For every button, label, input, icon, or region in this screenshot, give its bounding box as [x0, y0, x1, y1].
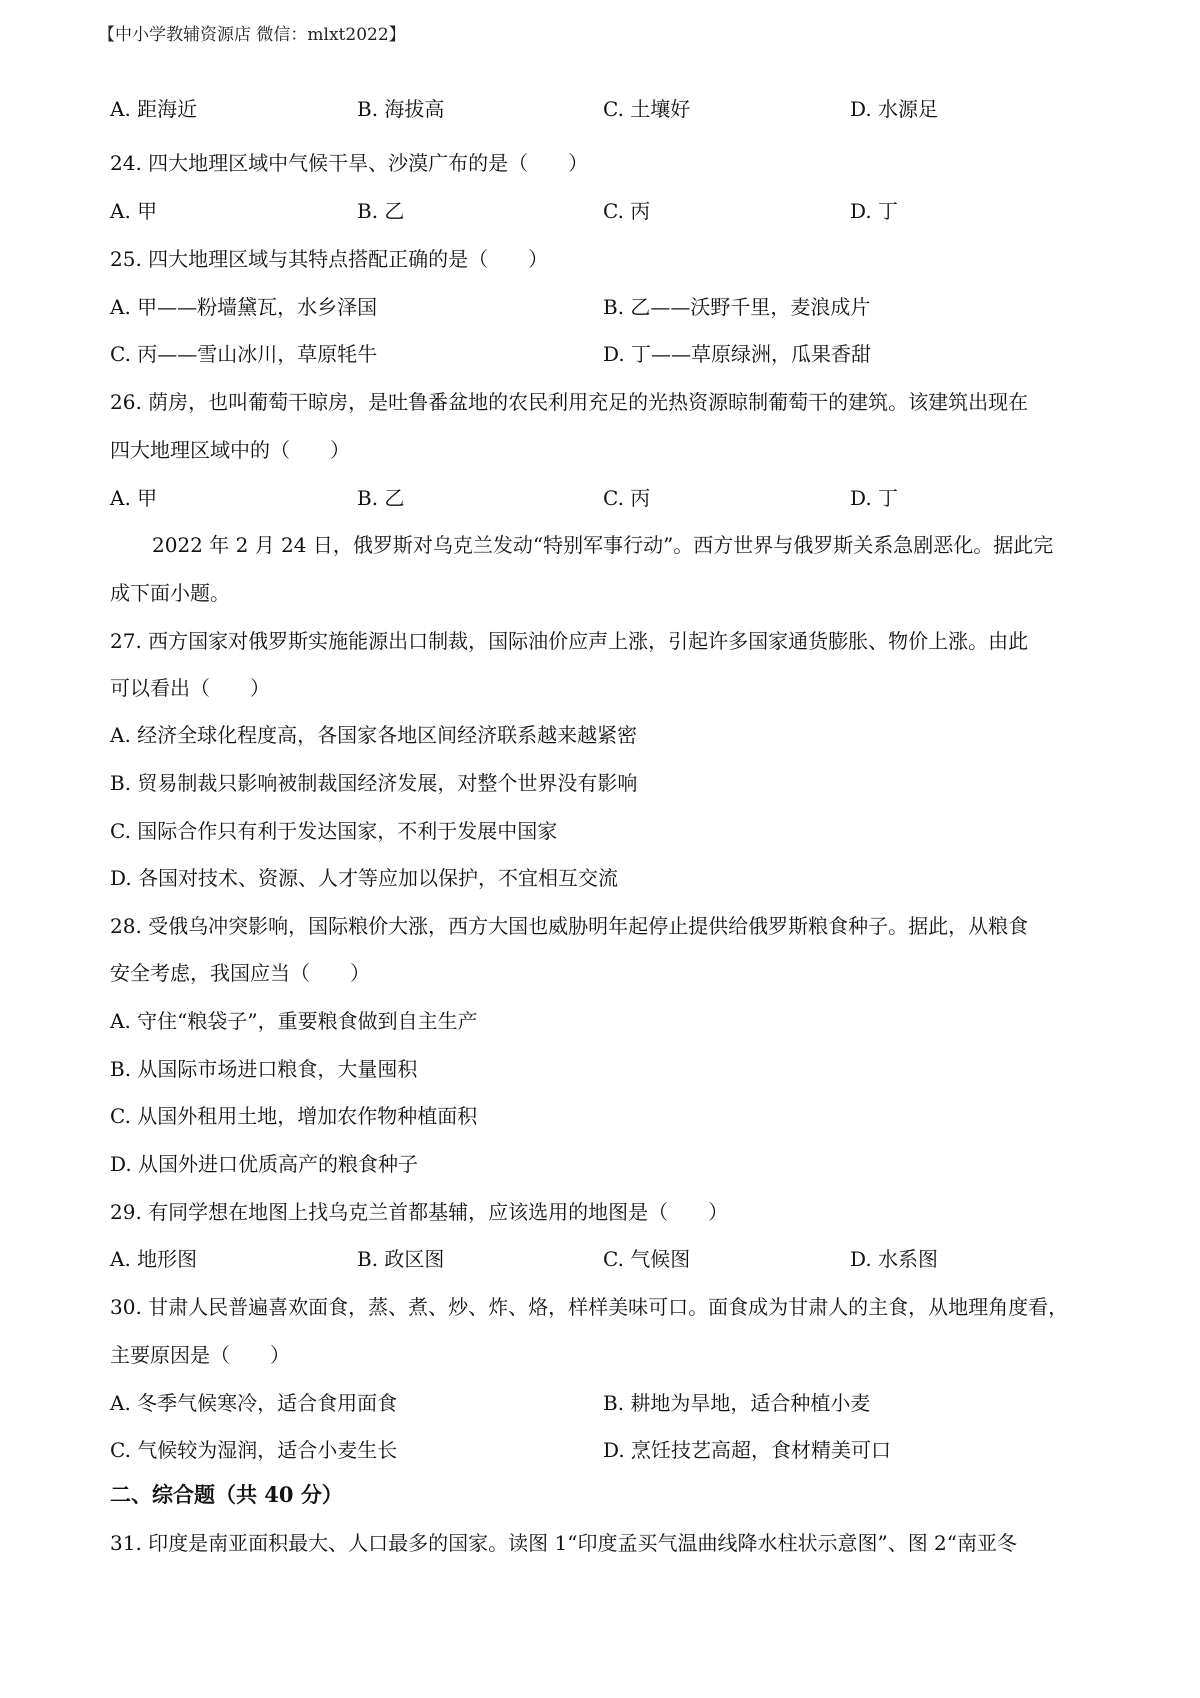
q27-option-d: D. 各国对技术、资源、人才等应加以保护，不宜相互交流	[110, 866, 619, 890]
q24-stem: 24. 四大地理区域中气候干旱、沙漠广布的是（ ）	[110, 151, 589, 175]
q24-option-b: B. 乙	[357, 199, 405, 223]
q29-option-c: C. 气候图	[603, 1247, 691, 1271]
q25-stem: 25. 四大地理区域与其特点搭配正确的是（ ）	[110, 247, 549, 271]
q28-option-d: D. 从国外进口优质高产的粮食种子	[110, 1152, 419, 1176]
q28-option-b: B. 从国际市场进口粮食，大量囤积	[110, 1057, 418, 1081]
q24-option-c: C. 丙	[603, 199, 651, 223]
q26-option-c: C. 丙	[603, 486, 651, 510]
q23-option-c: C. 土壤好	[603, 97, 691, 121]
q27-option-a: A. 经济全球化程度高，各国家各地区间经济联系越来越紧密	[110, 723, 638, 747]
passage-line2: 成下面小题。	[110, 581, 230, 605]
q29-option-a: A. 地形图	[110, 1247, 198, 1271]
q26-option-a: A. 甲	[110, 486, 158, 510]
q25-option-a: A. 甲——粉墙黛瓦，水乡泽国	[110, 295, 378, 319]
q25-option-c: C. 丙——雪山冰川，草原牦牛	[110, 342, 378, 366]
q30-option-c: C. 气候较为湿润，适合小麦生长	[110, 1438, 398, 1462]
q23-option-d: D. 水源足	[850, 97, 939, 121]
q30-option-d: D. 烹饪技艺高超，食材精美可口	[603, 1438, 892, 1462]
passage-line1: 2022 年 2 月 24 日，俄罗斯对乌克兰发动“特别军事行动”。西方世界与俄罗斯关系急剧恶化。据此完	[152, 533, 1054, 557]
q26-option-b: B. 乙	[357, 486, 405, 510]
q30-stem-line2: 主要原因是（ ）	[110, 1343, 290, 1367]
q28-stem-line2: 安全考虑，我国应当（ ）	[110, 961, 370, 985]
q23-option-a: A. 距海近	[110, 97, 198, 121]
q23-option-b: B. 海拔高	[357, 97, 445, 121]
q29-stem: 29. 有同学想在地图上找乌克兰首都基辅，应该选用的地图是（ ）	[110, 1200, 729, 1224]
q26-option-d: D. 丁	[850, 486, 899, 510]
q26-stem-line2: 四大地理区域中的（ ）	[110, 438, 350, 462]
q30-option-b: B. 耕地为旱地，适合种植小麦	[603, 1391, 871, 1415]
q24-option-a: A. 甲	[110, 199, 158, 223]
q28-stem-line1: 28. 受俄乌冲突影响，国际粮价大涨，西方大国也威胁明年起停止提供给俄罗斯粮食种子。据此，从粮食	[110, 914, 1029, 938]
q26-stem-line1: 26. 荫房，也叫葡萄干晾房，是吐鲁番盆地的农民利用充足的光热资源晾制葡萄干的建筑。该建筑出现在	[110, 390, 1029, 414]
q28-option-c: C. 从国外租用土地，增加农作物种植面积	[110, 1104, 478, 1128]
q27-stem-line2: 可以看出（ ）	[110, 676, 270, 700]
q31-stem-line1: 31. 印度是南亚面积最大、人口最多的国家。读图 1“印度孟买气温曲线降水柱状示意图”、图 2“南亚冬	[110, 1531, 1018, 1555]
q28-option-a: A. 守住“粮袋子”，重要粮食做到自主生产	[110, 1009, 478, 1033]
q29-option-d: D. 水系图	[850, 1247, 939, 1271]
page-header: 【中小学教辅资源店 微信：mlxt2022】	[98, 25, 406, 45]
q27-option-c: C. 国际合作只有利于发达国家，不利于发展中国家	[110, 819, 558, 843]
q25-option-b: B. 乙——沃野千里，麦浪成片	[603, 295, 871, 319]
q24-option-d: D. 丁	[850, 199, 899, 223]
q30-stem-line1: 30. 甘肃人民普遍喜欢面食，蒸、煮、炒、炸、烙，样样美味可口。面食成为甘肃人的主食，从地理角度看，	[110, 1295, 1069, 1319]
q27-stem-line1: 27. 西方国家对俄罗斯实施能源出口制裁，国际油价应声上涨，引起许多国家通货膨胀、物价上涨。由此	[110, 629, 1029, 653]
q30-option-a: A. 冬季气候寒冷，适合食用面食	[110, 1391, 398, 1415]
q27-option-b: B. 贸易制裁只影响被制裁国经济发展，对整个世界没有影响	[110, 771, 638, 795]
q29-option-b: B. 政区图	[357, 1247, 445, 1271]
section-heading: 二、综合题（共 40 分）	[110, 1482, 343, 1507]
q25-option-d: D. 丁——草原绿洲，瓜果香甜	[603, 342, 872, 366]
